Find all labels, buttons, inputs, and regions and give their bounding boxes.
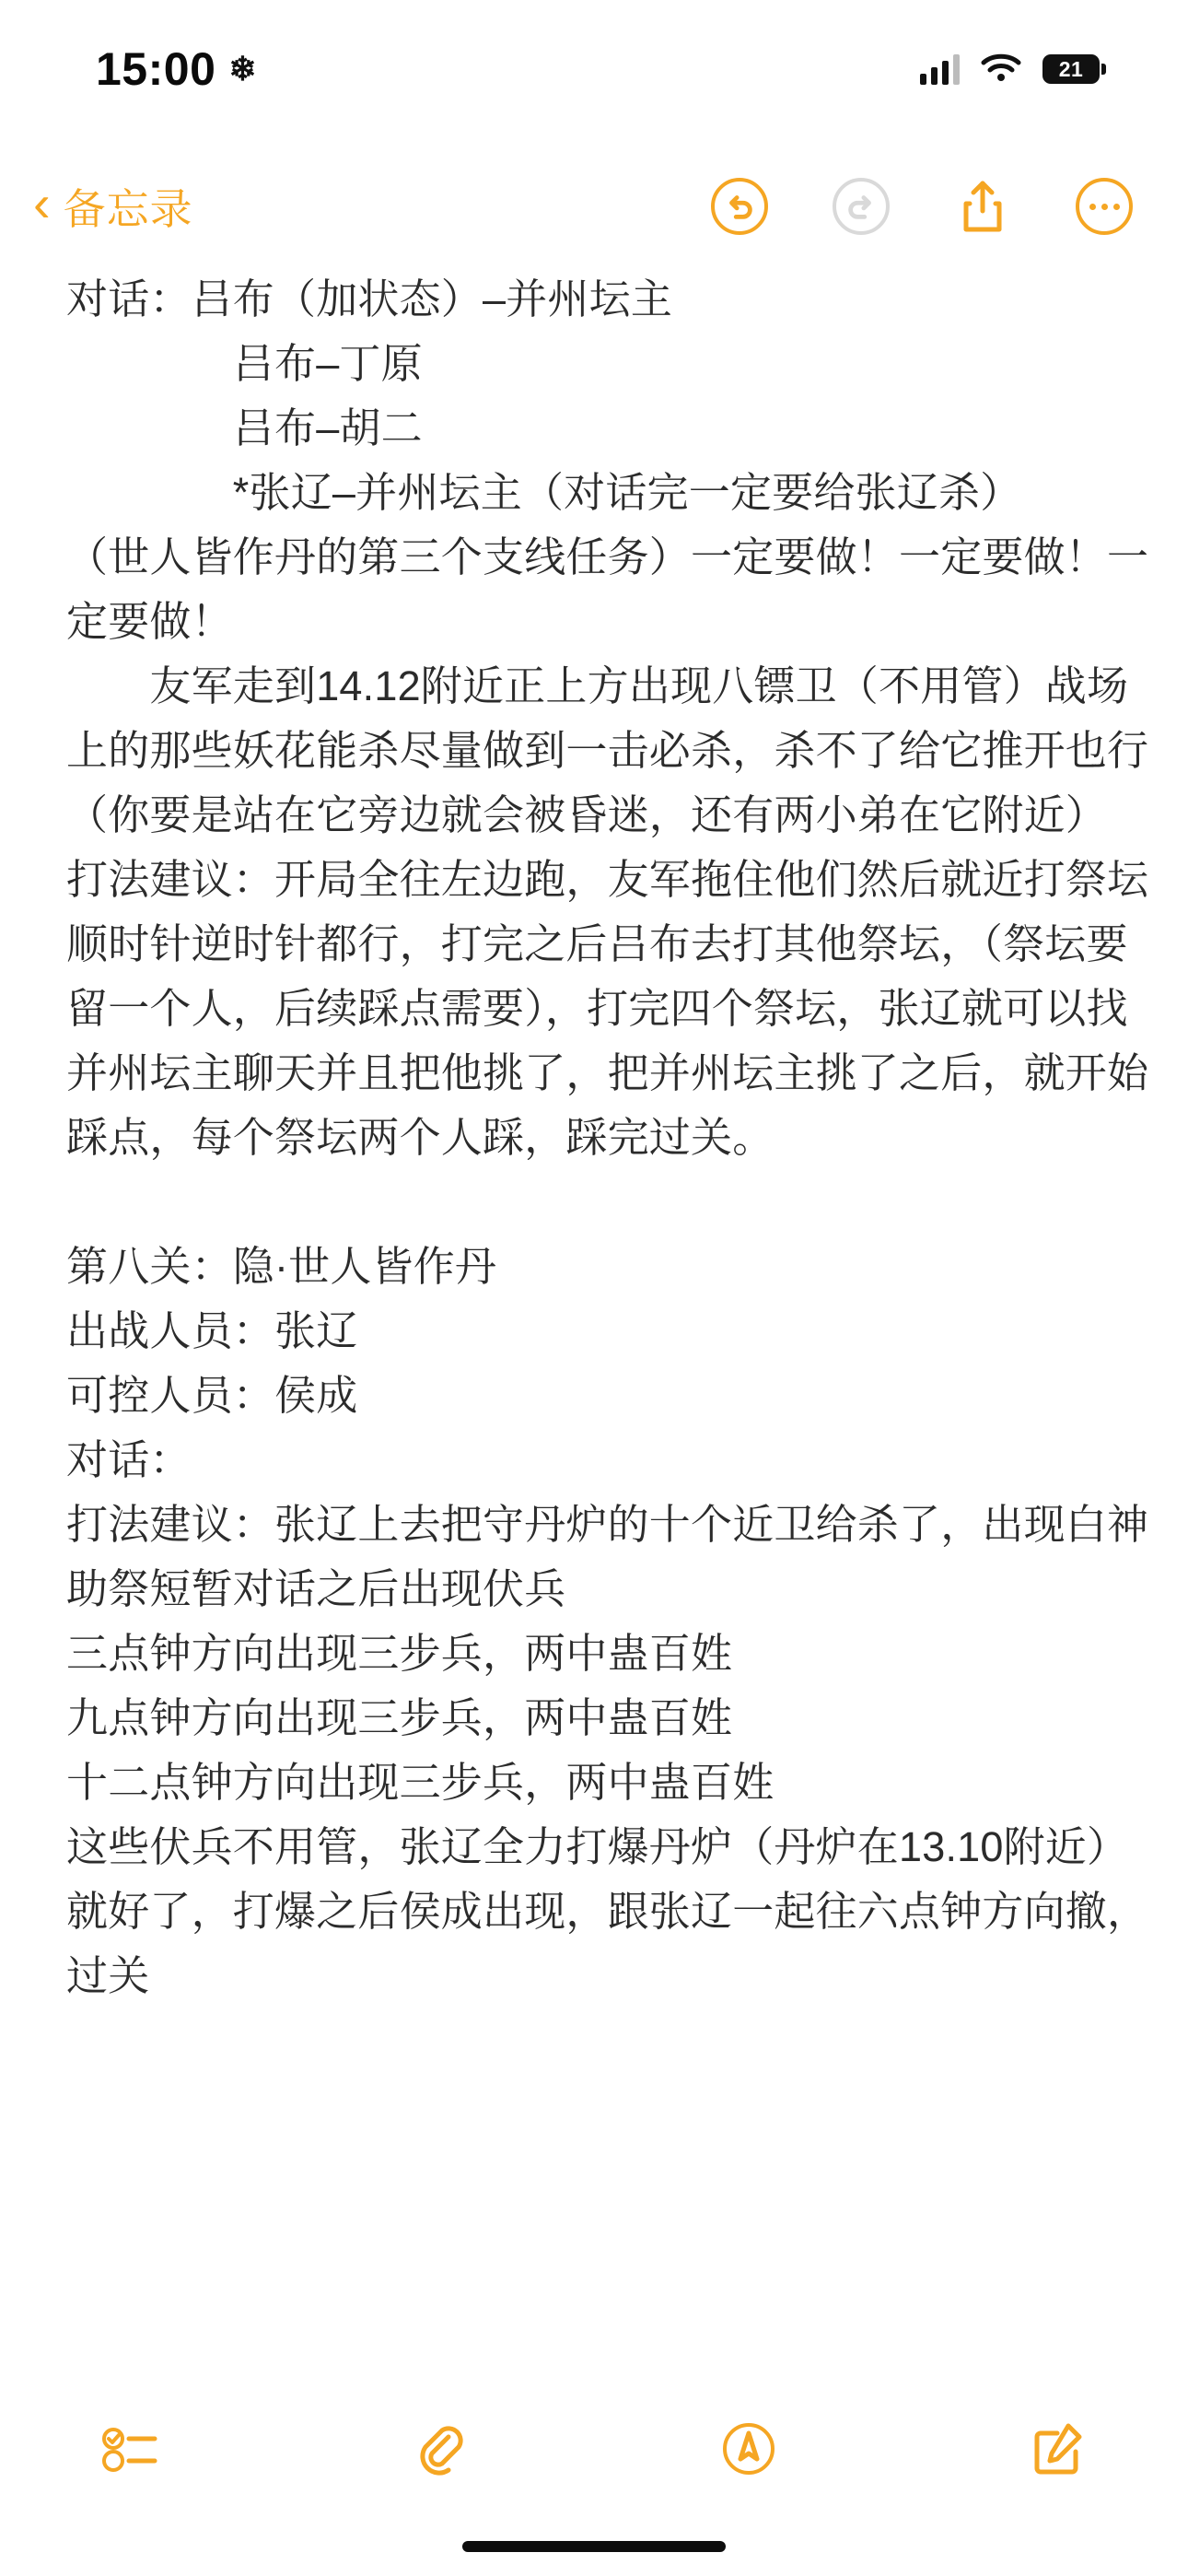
share-button[interactable] [954, 174, 1011, 239]
undo-button[interactable] [711, 178, 768, 235]
note-body[interactable] [0, 267, 1188, 2419]
home-indicator [462, 2541, 726, 2552]
status-bar-right [920, 52, 1100, 88]
more-ellipsis-icon [1089, 204, 1096, 210]
note-line: 这些伏兵不用管，张辽全力打爆丹炉（丹炉在13.10附近）就好了，打爆之后侯成出现，跟张辽一起往六点钟方向撤，过关 [66, 1823, 1149, 1999]
note-line: 可控人员：侯成 [66, 1372, 358, 1419]
more-options-button[interactable] [1076, 178, 1133, 235]
note-line: 十二点钟方向出现三步兵，两中蛊百姓 [66, 1759, 775, 1806]
paperclip-icon [411, 2420, 468, 2477]
share-icon [961, 180, 1004, 233]
battery-icon [1042, 54, 1100, 84]
note-line: 友军走到14.12附近正上方出现八镖卫（不用管）战场上的那些妖花能杀尽量做到一击必杀，杀不了给它推开也行（你要是站在它旁边就会被昏迷，还有两小弟在它附近） [66, 662, 1149, 838]
back-button-label: 备忘录 [63, 185, 193, 233]
markup-button[interactable] [698, 2407, 799, 2490]
note-line: 九点钟方向出现三步兵，两中蛊百姓 [66, 1694, 733, 1741]
snowflake-icon: ❄ [228, 50, 258, 88]
battery-level-label: 21 [1058, 56, 1084, 81]
compose-button[interactable] [1007, 2407, 1109, 2490]
back-to-notes-button[interactable] [33, 176, 193, 237]
checklist-icon [101, 2420, 158, 2477]
undo-icon [722, 189, 757, 224]
status-bar-time: 15:00 [96, 43, 216, 95]
note-line: （世人皆作丹的第三个支线任务）一定要做！一定要做！一定要做！ [66, 533, 1149, 645]
note-line: 吕布–胡二 [66, 404, 423, 451]
note-line: 吕布–丁原 [66, 340, 423, 387]
note-line-blank [66, 1170, 1157, 1235]
compose-new-note-icon [1030, 2420, 1087, 2477]
redo-icon [844, 189, 879, 224]
wifi-icon [980, 52, 1022, 88]
status-bar [0, 0, 1188, 138]
note-toolbar [0, 2401, 1188, 2497]
note-line: *张辽–并州坛主（对话完一定要给张辽杀） [66, 469, 1022, 516]
note-line: 打法建议：开局全往左边跑，友军拖住他们然后就近打祭坛顺时针逆时针都行，打完之后吕布去打其他祭坛，（祭坛要留一个人，后续踩点需要），打完四个祭坛，张辽就可以找并州坛主聊天并且把他挑了，把并州坛主挑了之后，就开始踩点，每个祭坛两个人踩，踩完过关。 [66, 856, 1149, 1161]
markup-pen-circle-icon [720, 2420, 777, 2477]
attachment-button[interactable] [389, 2407, 490, 2490]
cellular-bars-icon [920, 53, 960, 85]
nav-actions [711, 174, 1133, 239]
redo-button[interactable] [833, 178, 890, 235]
checklist-button[interactable] [79, 2407, 181, 2490]
note-line: 三点钟方向出现三步兵，两中蛊百姓 [66, 1630, 733, 1677]
note-line: 第八关：隐·世人皆作丹 [66, 1243, 497, 1290]
chevron-left-icon: ‹ [33, 174, 51, 232]
note-line: 对话： [66, 1436, 192, 1483]
note-line: 打法建议：张辽上去把守丹炉的十个近卫给杀了，出现白神助祭短暂对话之后出现伏兵 [66, 1501, 1149, 1612]
status-bar-left [96, 42, 257, 96]
note-line: 出战人员：张辽 [66, 1307, 358, 1354]
note-line: 对话：吕布（加状态）–并州坛主 [66, 275, 673, 322]
navigation-bar [0, 158, 1188, 254]
